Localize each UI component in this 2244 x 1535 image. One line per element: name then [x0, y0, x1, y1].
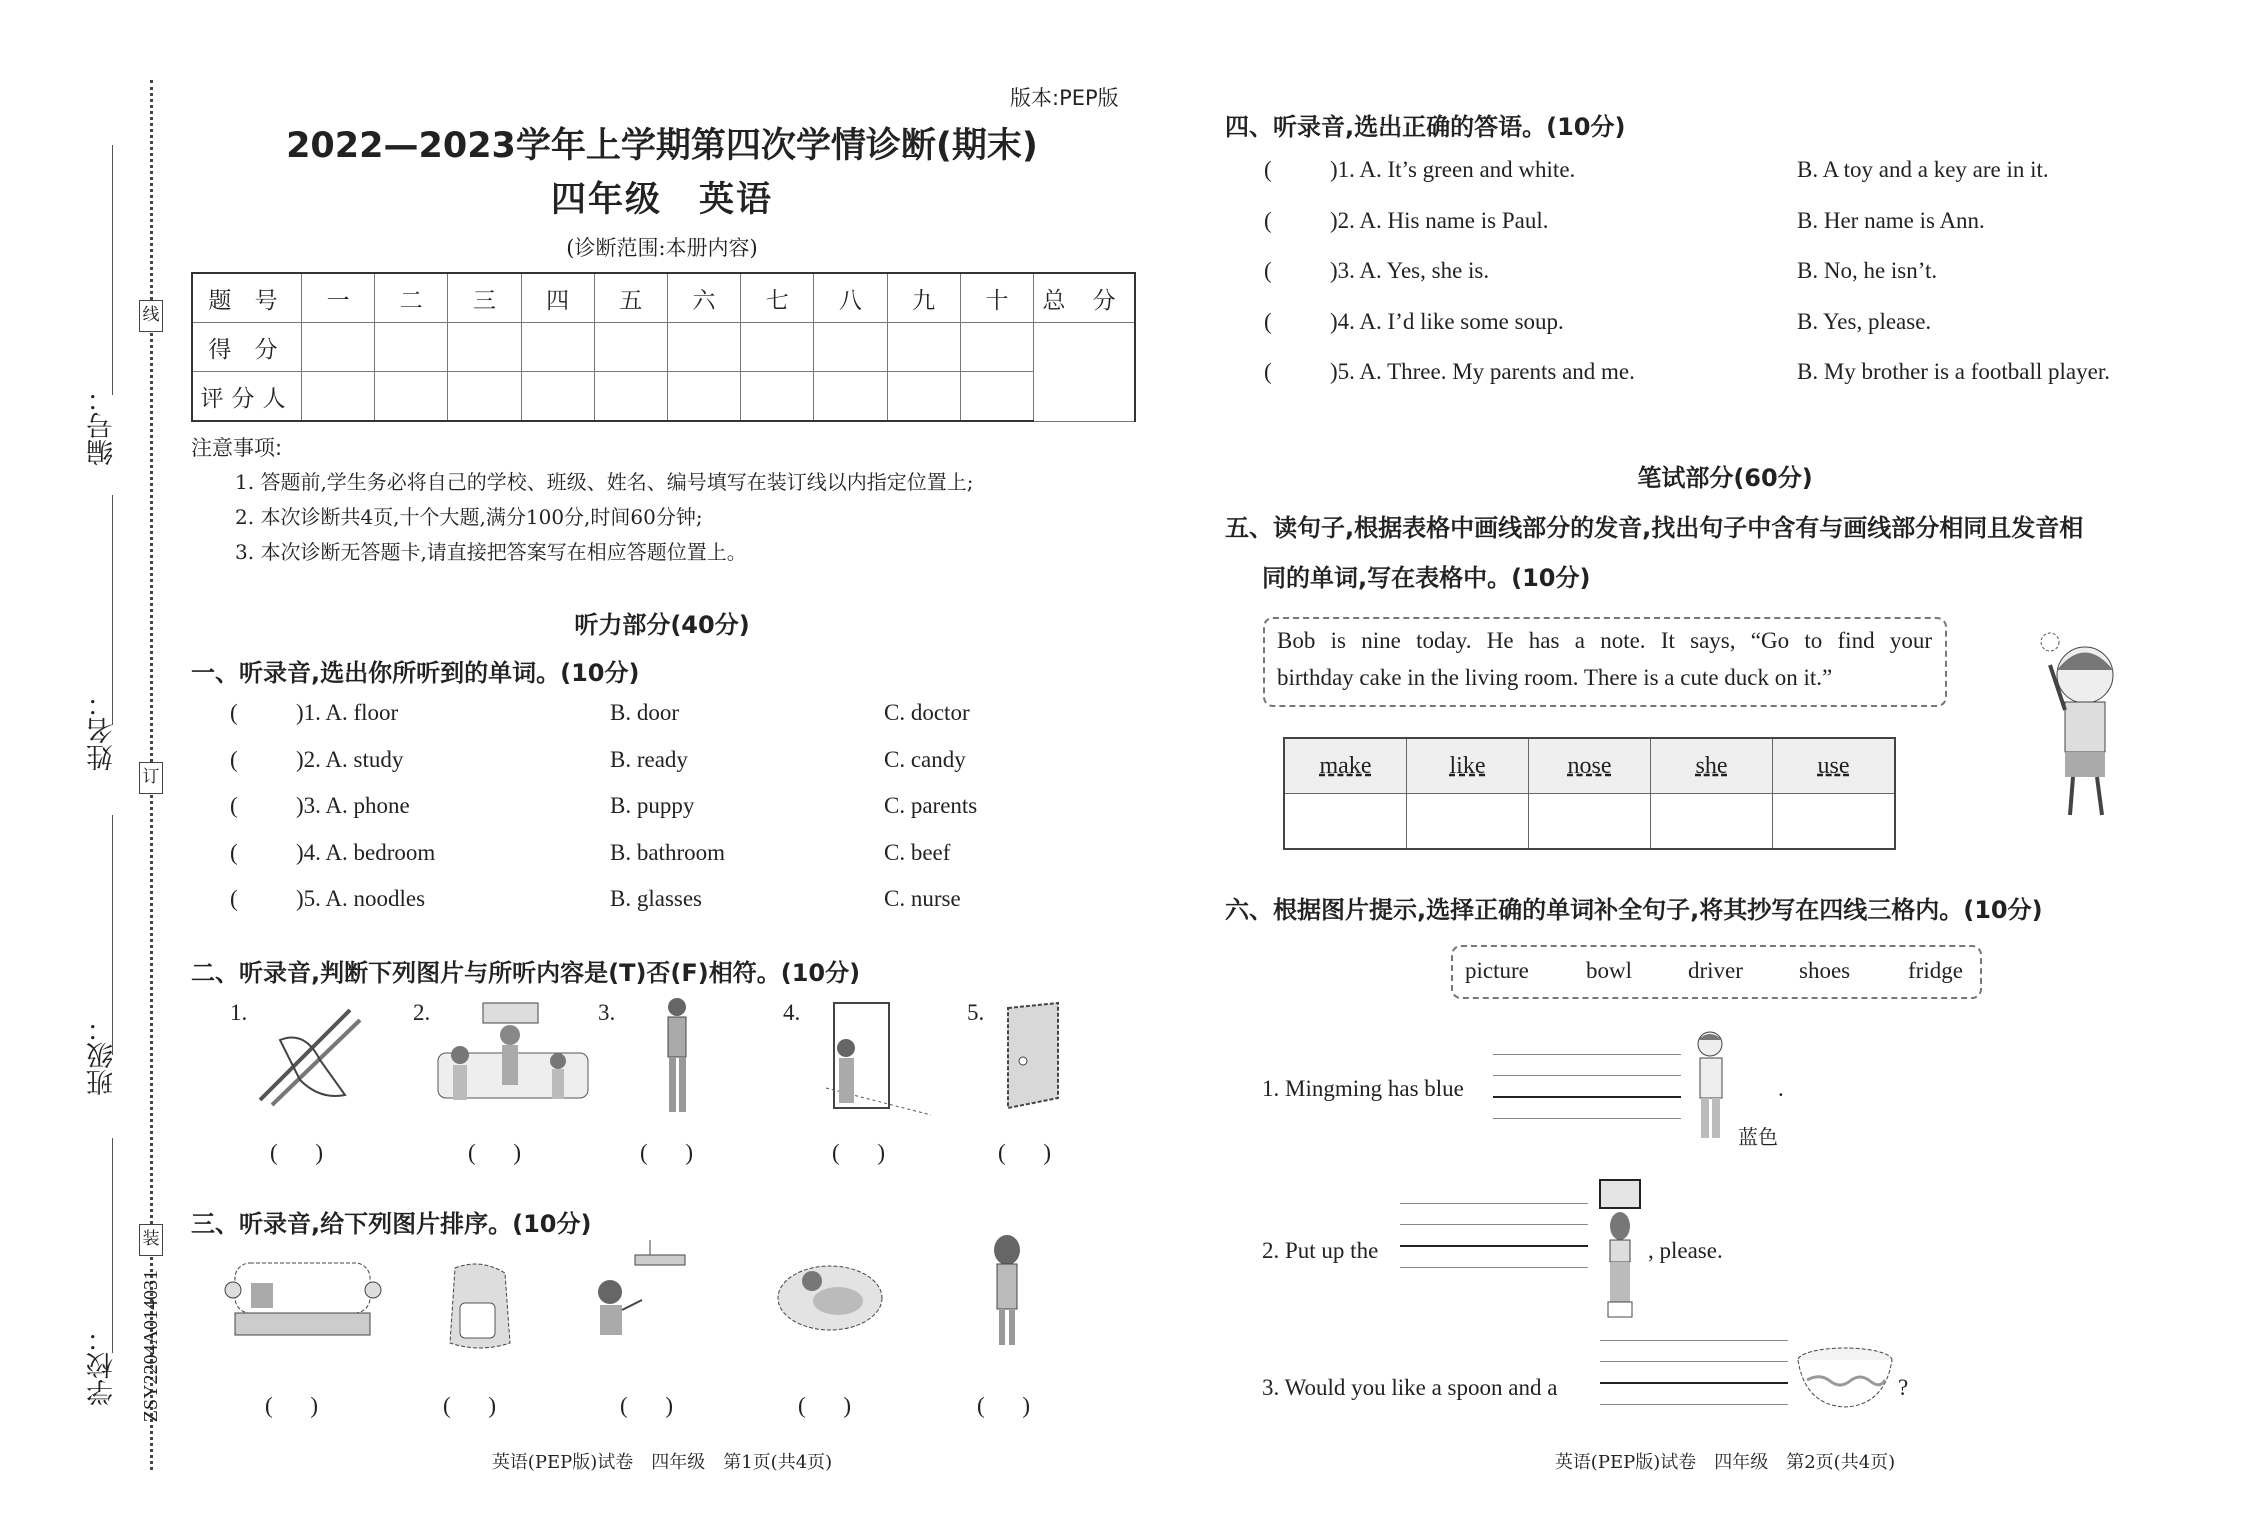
- option-b: B. No, he isn’t.: [1797, 258, 1938, 283]
- column-header: 九: [887, 273, 960, 323]
- score-table: [191, 272, 1136, 422]
- schoolbag-picture: [440, 1258, 520, 1353]
- pronunciation-answer-row: [1284, 794, 1895, 850]
- answer-paren-open[interactable]: (: [230, 839, 238, 865]
- picture-number: 1.: [230, 1000, 248, 1025]
- answer-cell[interactable]: [1407, 794, 1529, 850]
- option-c: C. doctor: [884, 700, 970, 725]
- score-cell[interactable]: [741, 323, 814, 372]
- answer-paren-open[interactable]: (: [1264, 207, 1272, 233]
- score-cell[interactable]: [960, 323, 1033, 372]
- grader-cell[interactable]: [741, 372, 814, 422]
- notice-heading: 注意事项:: [191, 436, 283, 460]
- four-line-grid-2[interactable]: [1400, 1203, 1588, 1288]
- option-a: )5. A. noodles: [296, 886, 426, 911]
- word-bank-item: shoes: [1799, 958, 1851, 983]
- boy-blue-shoes-picture: [1688, 1028, 1733, 1148]
- school-field-line[interactable]: [112, 1138, 113, 1353]
- exam-scope: (诊断范围:本册内容): [566, 236, 758, 260]
- score-cell[interactable]: [375, 323, 448, 372]
- answer-paren-open[interactable]: (: [1264, 308, 1272, 334]
- baby-cradle-picture: [770, 1253, 890, 1353]
- column-header: 五: [594, 273, 667, 323]
- grader-row: [192, 372, 1135, 422]
- option-b: B. My brother is a football player.: [1797, 359, 2110, 384]
- answer-paren-open[interactable]: (: [1264, 157, 1272, 182]
- fill-question-2-end: , please.: [1648, 1238, 1723, 1263]
- answer-paren[interactable]: ( ): [270, 1140, 324, 1165]
- option-a: )5. A. Three. My parents and me.: [1330, 359, 1635, 384]
- version-label: 版本:PEP版: [1010, 86, 1119, 110]
- section3-heading: 三、听录音,给下列图片排序。(10分): [191, 1210, 592, 1238]
- option-a: )3. A. phone: [296, 793, 410, 818]
- answer-paren[interactable]: ( ): [998, 1140, 1052, 1165]
- option-b: B. door: [610, 700, 679, 725]
- word-cell: [1529, 738, 1651, 794]
- answer-paren[interactable]: ( ): [443, 1393, 497, 1418]
- total-header: 总 分: [1034, 273, 1136, 323]
- binding-mark-ding: 订: [139, 762, 163, 794]
- pronunciation-table: [1283, 737, 1896, 850]
- answer-paren[interactable]: ( ): [640, 1140, 694, 1165]
- notice-item: 1. 答题前,学生务必将自己的学校、班级、姓名、编号填写在装订线以内指定位置上;: [235, 470, 974, 494]
- column-header: 七: [741, 273, 814, 323]
- exam-title: 2022—2023学年上学期第四次学情诊断(期末): [286, 126, 1038, 166]
- picture-number: 3.: [598, 1000, 616, 1025]
- answer-cell[interactable]: [1284, 794, 1407, 850]
- section4-heading: 四、听录音,选出正确的答语。(10分): [1225, 113, 1626, 141]
- option-c: C. nurse: [884, 886, 961, 911]
- answer-paren-open[interactable]: (: [1264, 359, 1272, 384]
- word: like: [1449, 752, 1486, 779]
- passage-line: Bob is nine today. He has a note. It says, “Go to find your: [1277, 628, 1932, 653]
- option-b: B. A toy and a key are in it.: [1797, 157, 2049, 182]
- answer-paren[interactable]: ( ): [468, 1140, 522, 1165]
- boy-thinking-picture: [2030, 630, 2130, 830]
- answer-paren[interactable]: ( ): [620, 1393, 674, 1418]
- word-cell: [1407, 738, 1529, 794]
- answer-paren[interactable]: ( ): [977, 1393, 1031, 1418]
- column-header: 四: [521, 273, 594, 323]
- row-header: 得 分: [192, 323, 302, 372]
- column-header: 六: [667, 273, 740, 323]
- column-header: 一: [302, 273, 375, 323]
- option-b: B. puppy: [610, 793, 695, 818]
- option-b: B. ready: [610, 746, 688, 772]
- row-header: 评分人: [192, 372, 302, 422]
- girl-light-picture: [590, 1240, 700, 1355]
- score-cell[interactable]: [448, 323, 521, 372]
- fill-question-1-end: .: [1778, 1076, 1784, 1101]
- pronunciation-words-row: [1284, 738, 1895, 794]
- sofa-picture: [223, 1255, 383, 1350]
- option-a: )1. A. floor: [296, 700, 399, 725]
- grader-cell[interactable]: [302, 372, 375, 422]
- score-table-header-row: [192, 273, 1135, 323]
- boy-door-picture: [826, 1003, 936, 1118]
- answer-paren[interactable]: ( ): [832, 1140, 886, 1165]
- word-cell: [1284, 738, 1407, 794]
- option-a: )4. A. bedroom: [296, 839, 436, 865]
- number-field-label: 编号：: [87, 385, 117, 466]
- fill-question-3-end: ?: [1898, 1375, 1909, 1400]
- option-b: B. glasses: [610, 886, 702, 911]
- option-a: )2. A. His name is Paul.: [1330, 207, 1549, 233]
- section5-heading-line1: 五、读句子,根据表格中画线部分的发音,找出句子中含有与画线部分相同且发音相: [1225, 514, 2084, 542]
- chopsticks-picture: [250, 1000, 370, 1110]
- girl-picture: [985, 1232, 1030, 1352]
- word: nose: [1567, 752, 1612, 779]
- option-a: )1. A. It’s green and white.: [1330, 157, 1576, 182]
- section1-heading: 一、听录音,选出你所听到的单词。(10分): [191, 659, 640, 687]
- column-header: 二: [375, 273, 448, 323]
- grader-cell[interactable]: [594, 372, 667, 422]
- word-cell: [1773, 738, 1896, 794]
- door-picture: [1003, 1003, 1063, 1113]
- fill-question-1-text: 1. Mingming has blue: [1262, 1076, 1464, 1101]
- binding-mark-zhuang: 装: [139, 1224, 163, 1256]
- score-cell[interactable]: [302, 323, 375, 372]
- binding-mark-xian: 线: [139, 300, 163, 332]
- word: she: [1695, 752, 1728, 779]
- boy-picture-frame-picture: [1598, 1180, 1643, 1320]
- page1-footer: 英语(PEP版)试卷 四年级 第1页(共4页): [491, 1452, 833, 1473]
- row-header: 题 号: [192, 273, 302, 323]
- option-b: B. Her name is Ann.: [1797, 207, 1985, 233]
- grader-cell[interactable]: [448, 372, 521, 422]
- answer-paren-open[interactable]: (: [1264, 258, 1272, 283]
- column-header: 八: [814, 273, 887, 323]
- passage-line: birthday cake in the living room. There is a cute duck on it.”: [1277, 665, 1833, 690]
- total-score-cell[interactable]: [1034, 323, 1136, 422]
- notice-item: 3. 本次诊断无答题卡,请直接把答案写在相应答题位置上。: [235, 540, 747, 564]
- word-cell: [1651, 738, 1773, 794]
- answer-paren-open[interactable]: (: [230, 746, 238, 772]
- picture-number: 2.: [413, 1000, 431, 1025]
- score-cell[interactable]: [594, 323, 667, 372]
- listening-part-heading: 听力部分(40分): [574, 611, 750, 639]
- school-field-label: 学校：: [87, 1325, 117, 1406]
- option-c: C. candy: [884, 746, 966, 772]
- paper-code: ZSY2204A014031: [140, 1270, 162, 1423]
- section5-heading-line2: 同的单词,写在表格中。(10分): [1262, 564, 1591, 592]
- option-a: )2. A. study: [296, 746, 404, 772]
- score-cell[interactable]: [521, 323, 594, 372]
- section2-heading: 二、听录音,判断下列图片与所听内容是(T)否(F)相符。(10分): [191, 959, 861, 987]
- bowl-picture: [1795, 1345, 1895, 1415]
- answer-cell[interactable]: [1773, 794, 1896, 850]
- column-header: 三: [448, 273, 521, 323]
- option-c: C. beef: [884, 839, 951, 865]
- class-field-label: 班级：: [87, 1015, 117, 1096]
- word: use: [1817, 752, 1850, 779]
- option-a: )3. A. Yes, she is.: [1330, 258, 1490, 283]
- writing-part-heading: 笔试部分(60分): [1637, 464, 1813, 492]
- color-hint: 蓝色: [1738, 1125, 1778, 1149]
- answer-paren-open[interactable]: (: [230, 793, 238, 818]
- score-cell[interactable]: [887, 323, 960, 372]
- grader-cell[interactable]: [887, 372, 960, 422]
- option-b: B. Yes, please.: [1797, 308, 1932, 334]
- four-line-grid-3[interactable]: [1600, 1340, 1788, 1425]
- fill-question-2-text: 2. Put up the: [1262, 1238, 1379, 1263]
- notice-item: 2. 本次诊断共4页,十个大题,满分100分,时间60分钟;: [235, 505, 703, 529]
- number-field-line[interactable]: [112, 145, 113, 395]
- page2-footer: 英语(PEP版)试卷 四年级 第2页(共4页): [1554, 1452, 1896, 1473]
- answer-paren[interactable]: ( ): [265, 1393, 319, 1418]
- section6-heading: 六、根据图片提示,选择正确的单词补全句子,将其抄写在四线三格内。(10分): [1225, 896, 2043, 924]
- grader-cell[interactable]: [960, 372, 1033, 422]
- answer-cell[interactable]: [1651, 794, 1773, 850]
- score-row: [192, 323, 1135, 372]
- fill-question-3-text: 3. Would you like a spoon and a: [1262, 1375, 1558, 1400]
- picture-number: 4.: [783, 1000, 801, 1025]
- grader-cell[interactable]: [375, 372, 448, 422]
- grader-cell[interactable]: [814, 372, 887, 422]
- word: make: [1319, 752, 1372, 779]
- score-cell[interactable]: [814, 323, 887, 372]
- word-bank-item: picture: [1465, 958, 1529, 983]
- option-b: B. bathroom: [610, 839, 725, 865]
- answer-paren[interactable]: ( ): [798, 1393, 852, 1418]
- answer-cell[interactable]: [1529, 794, 1651, 850]
- family-sofa-picture: [428, 1003, 598, 1113]
- woman-picture: [655, 995, 700, 1120]
- answer-paren-open[interactable]: (: [230, 700, 238, 725]
- column-header: 十: [960, 273, 1033, 323]
- word-bank-item: bowl: [1586, 958, 1632, 983]
- grader-cell[interactable]: [521, 372, 594, 422]
- picture-number: 5.: [967, 1000, 985, 1025]
- answer-paren-open[interactable]: (: [230, 886, 238, 911]
- word-bank-item: driver: [1688, 958, 1743, 983]
- option-c: C. parents: [884, 793, 978, 818]
- score-cell[interactable]: [667, 323, 740, 372]
- name-field-label: 姓名：: [87, 690, 117, 771]
- four-line-grid-1[interactable]: [1493, 1054, 1681, 1139]
- grader-cell[interactable]: [667, 372, 740, 422]
- word-bank-item: fridge: [1908, 958, 1963, 983]
- exam-subtitle: 四年级 英语: [550, 180, 773, 220]
- option-a: )4. A. I’d like some soup.: [1330, 308, 1564, 334]
